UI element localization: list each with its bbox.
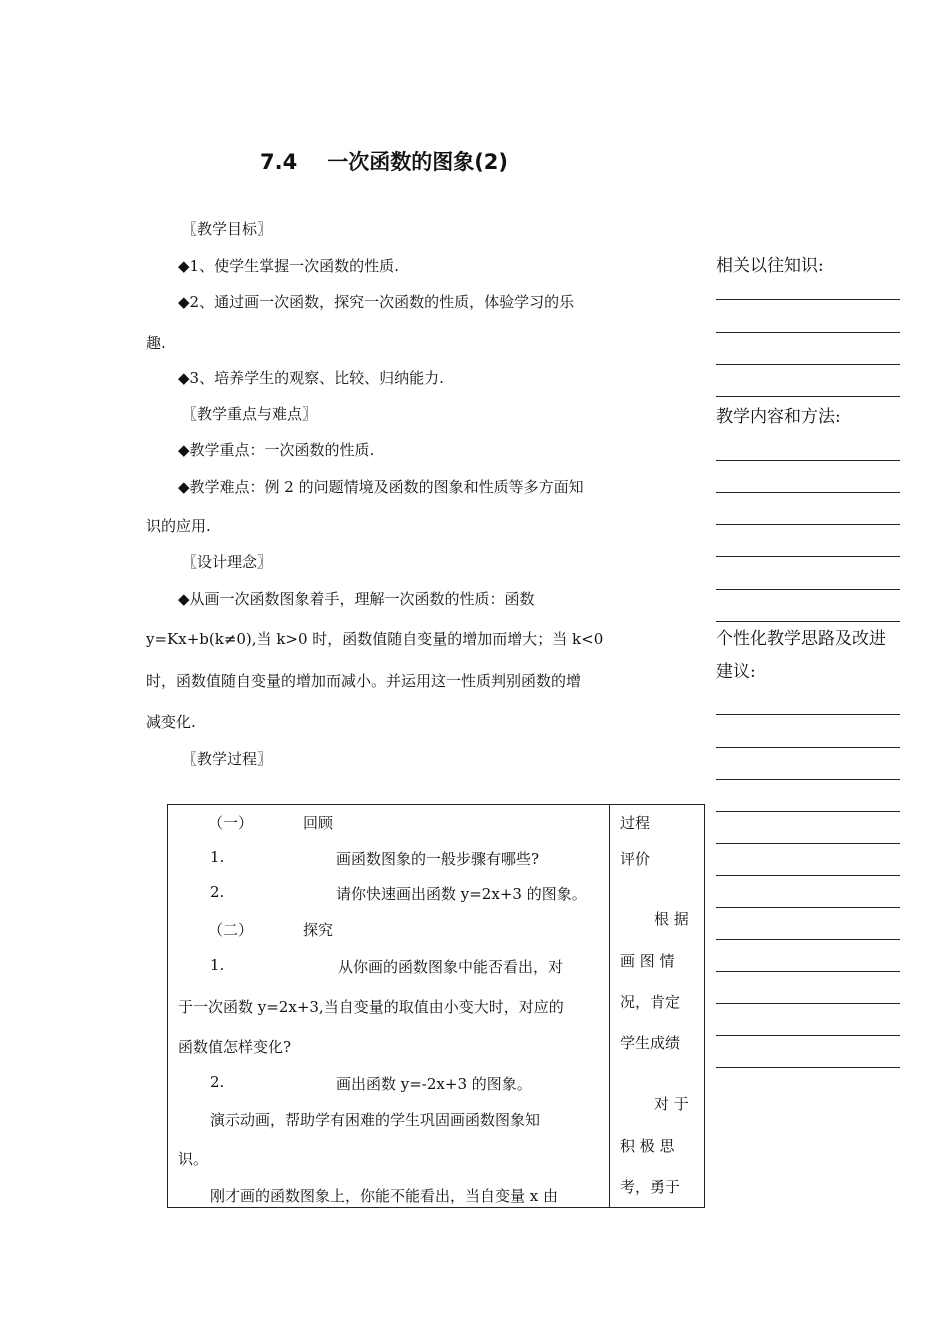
design-line-2: y=Kx+b(k≠0),当 k>0 时，函数值随自变量的增加而增大；当 k<0 — [146, 630, 604, 648]
goal-item-2: ◆2、通过画一次函数，探究一次函数的性质，体验学习的乐 — [178, 293, 575, 311]
blank-line — [716, 556, 900, 557]
blank-line — [716, 460, 900, 461]
blank-line — [716, 589, 900, 590]
section-2-title: 探究 — [303, 921, 334, 939]
blank-line — [716, 971, 900, 972]
section-number: 7.4 — [260, 150, 298, 174]
process-heading: 〖教学过程〗 — [182, 750, 273, 768]
sidebar-prior-knowledge: 相关以往知识: — [716, 256, 824, 276]
blank-line — [716, 811, 900, 812]
blank-line — [716, 747, 900, 748]
difficult-point: ◆教学难点：例 2 的问题情境及函数的图象和性质等多方面知 — [178, 478, 584, 496]
section-2-number: （二） — [208, 921, 254, 939]
sidebar-content-methods: 教学内容和方法: — [716, 407, 841, 427]
demo-line-1: 演示动画，帮助学有困难的学生巩固画函数图象知 — [210, 1111, 541, 1129]
process-table — [167, 804, 705, 1208]
blank-line — [716, 1003, 900, 1004]
eval-line: 况，肯定 — [620, 993, 681, 1011]
blank-line — [716, 621, 900, 622]
process-content-cell — [168, 805, 610, 1208]
review-q2-text: 请你快速画出函数 y=2x+3 的图象。 — [336, 885, 587, 903]
design-line-1: ◆从画一次函数图象着手，理解一次函数的性质：函数 — [178, 590, 535, 608]
blank-line — [716, 364, 900, 365]
section-1-title: 回顾 — [303, 814, 334, 832]
review-q1-text: 画函数图象的一般步骤有哪些? — [336, 850, 540, 868]
explore-question-line: 刚才画的函数图象上，你能不能看出，当自变量 x 由 — [210, 1187, 558, 1205]
design-line-3: 时，函数值随自变量的增加而减小。并运用这一性质判别函数的增 — [146, 672, 582, 690]
explore-2-number: 2. — [210, 1073, 225, 1091]
blank-line — [716, 843, 900, 844]
page-title — [260, 146, 508, 176]
section-1-number: （一） — [208, 814, 254, 832]
sidebar-personalized: 个性化教学思路及改进 — [716, 629, 886, 649]
key-point: ◆教学重点：一次函数的性质. — [178, 441, 375, 459]
goal-item-2-cont: 趣. — [146, 334, 166, 352]
eval-header-2: 评价 — [620, 850, 651, 868]
eval-header-1: 过程 — [620, 814, 651, 832]
blank-line — [716, 939, 900, 940]
goal-item-3: ◆3、培养学生的观察、比较、归纳能力. — [178, 369, 444, 387]
explore-1-line-3: 函数值怎样变化? — [178, 1038, 292, 1056]
design-line-4: 减变化. — [146, 713, 196, 731]
eval-line: 考，勇于 — [620, 1178, 681, 1196]
blank-line — [716, 875, 900, 876]
sidebar-personalized-cont: 建议: — [716, 662, 756, 682]
review-q2-number: 2. — [210, 883, 225, 901]
blank-line — [716, 396, 900, 397]
eval-line: 积 极 思 — [620, 1137, 675, 1155]
blank-line — [716, 779, 900, 780]
blank-line — [716, 907, 900, 908]
explore-2-text: 画出函数 y=-2x+3 的图象。 — [336, 1075, 532, 1093]
blank-line — [716, 524, 900, 525]
blank-line — [716, 299, 900, 300]
explore-1-text: 从你画的函数图象中能否看出，对 — [338, 958, 564, 976]
demo-line-2: 识。 — [178, 1150, 209, 1168]
section-title: 一次函数的图象(2) — [327, 150, 509, 174]
key-heading: 〖教学重点与难点〗 — [182, 405, 318, 423]
eval-line: 画 图 情 — [620, 952, 675, 970]
eval-line: 对 于 — [654, 1095, 689, 1113]
eval-line: 根 据 — [654, 910, 689, 928]
blank-line — [716, 1035, 900, 1036]
blank-line — [716, 1067, 900, 1068]
design-heading: 〖设计理念〗 — [182, 553, 273, 571]
review-q1-number: 1. — [210, 848, 225, 866]
goal-item-1: ◆1、使学生掌握一次函数的性质. — [178, 257, 399, 275]
blank-line — [716, 714, 900, 715]
explore-1-number: 1. — [210, 956, 225, 974]
goal-heading: 〖教学目标〗 — [182, 220, 273, 238]
blank-line — [716, 332, 900, 333]
process-evaluation-cell — [610, 805, 705, 1208]
explore-1-line-2: 于一次函数 y=2x+3,当自变量的取值由小变大时，对应的 — [178, 998, 564, 1016]
blank-line — [716, 492, 900, 493]
eval-line: 学生成绩 — [620, 1034, 681, 1052]
difficult-point-cont: 识的应用. — [146, 517, 211, 535]
